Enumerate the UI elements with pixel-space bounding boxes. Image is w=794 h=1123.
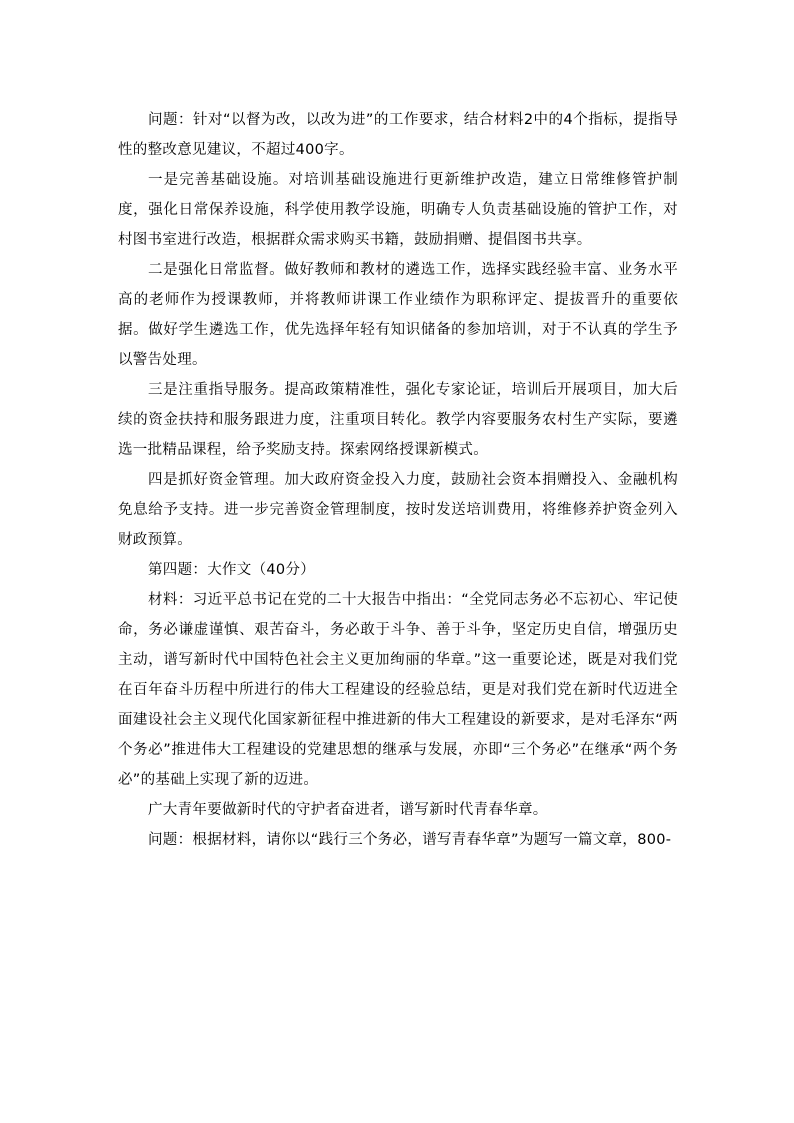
document-page [118,105,678,855]
answer-point-3: 三是注重指导服务。提高政策精准性，强化专家论证，培训后开展项目，加大后续的资金扶持和服务跟进力度，注重项目转化。教学内容要服务农村生产实际，要遴选一批精品课程，给予奖励支持。探索网络授课新模式。 [118,382,678,458]
answer-point-2: 二是强化日常监督。做好教师和教材的遴选工作，选择实践经验丰富、业务水平高的老师作为授课教师，并将教师讲课工作业绩作为职称评定、提拔晋升的重要依据。做好学生遴选工作，优先选择年轻有知识储备的参加培训，对于不认真的学生予以警告处理。 [118,262,678,368]
question-3-prompt: 问题：针对“以督为改，以改为进”的工作要求，结合材料2中的4个指标，提指导性的整改意见建议，不超过400字。 [118,112,678,158]
youth-statement: 广大青年要做新时代的守护者奋进者，谱写新时代青春华章。 [148,802,548,818]
answer-point-1: 一是完善基础设施。对培训基础设施进行更新维护改造，建立日常维修管护制度，强化日常保养设施，科学使用教学设施，明确专人负责基础设施的管护工作，对村图书室进行改造，根据群众需求购买书籍，鼓励捐赠、提倡图书共享。 [118,172,678,248]
question-4-prompt: 问题：根据材料，请你以“践行三个务必，谱写青春华章”为题写一篇文章，800- [148,832,672,848]
answer-point-4: 四是抓好资金管理。加大政府资金投入力度，鼓励社会资本捐赠投入、金融机构免息给予支持。进一步完善资金管理制度，按时发送培训费用，将维修养护资金列入财政预算。 [118,472,678,548]
material-paragraph: 材料：习近平总书记在党的二十大报告中指出：“全党同志务必不忘初心、牢记使命，务必谦虚谨慎、艰苦奋斗，务必敢于斗争、善于斗争，坚定历史自信，增强历史主动，谱写新时代中国特色社会主义更加绚丽的华章。”这一重要论述，既是对我们党在百年奋斗历程中所进行的伟大工程建设的经验总结，更是对我们党在新时代迈进全面建设社会主义现代化国家新征程中推进新的伟大工程建设的新要求，是对毛泽东“两个务必”推进伟大工程建设的党建思想的继承与发展，亦即“三个务必”在继承“两个务必”的基础上实现了新的迈进。 [118,592,678,788]
question-4-heading: 第四题：大作文（40分） [148,562,316,578]
